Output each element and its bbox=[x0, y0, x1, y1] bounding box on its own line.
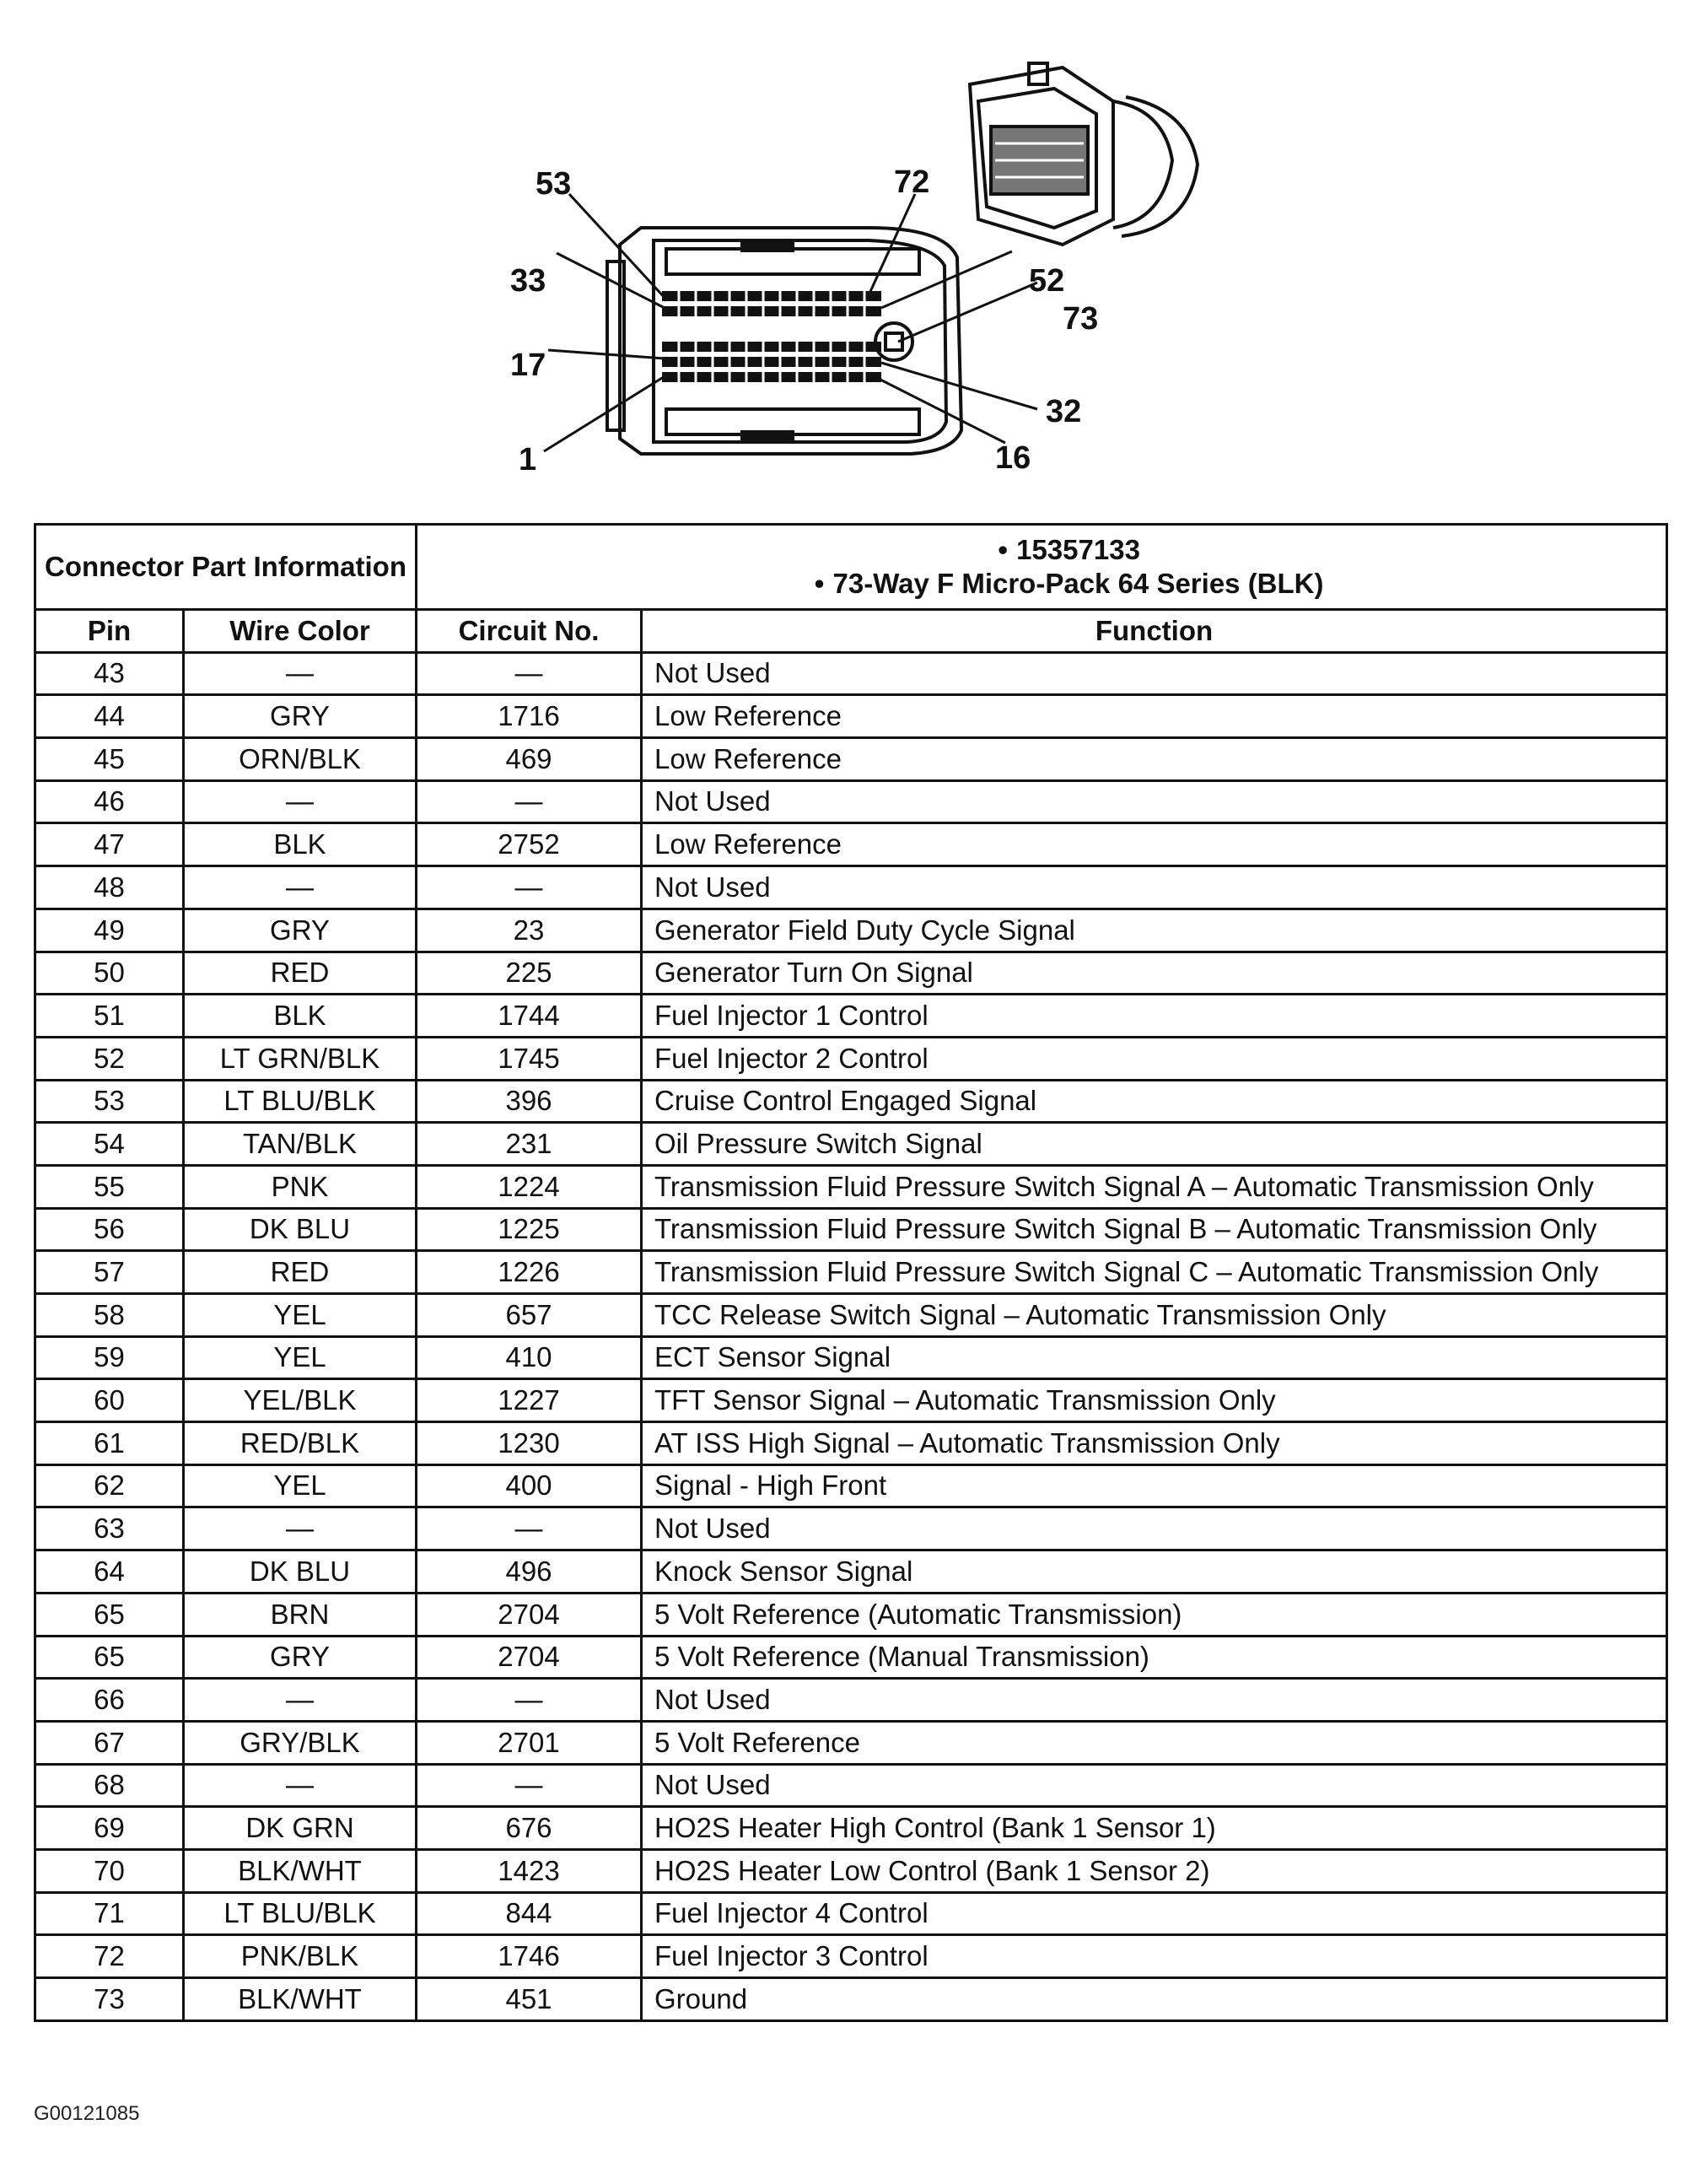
pin-cell: 58 bbox=[35, 1294, 184, 1337]
pin-label-32: 32 bbox=[1046, 394, 1082, 429]
circuit-cell: 1716 bbox=[417, 695, 642, 738]
wire-color-cell: RED bbox=[184, 1251, 417, 1294]
wire-color-cell: — bbox=[184, 866, 417, 909]
pin-cell: 63 bbox=[35, 1507, 184, 1550]
pin-label-17: 17 bbox=[510, 348, 546, 383]
table-row bbox=[35, 1379, 1667, 1422]
function-cell: Not Used bbox=[642, 1764, 1667, 1807]
function-cell: Transmission Fluid Pressure Switch Signal C – Automatic Transmission Only bbox=[642, 1251, 1667, 1294]
pin-cell: 47 bbox=[35, 823, 184, 866]
function-cell: Transmission Fluid Pressure Switch Signal B – Automatic Transmission Only bbox=[642, 1208, 1667, 1251]
function-cell: Generator Turn On Signal bbox=[642, 952, 1667, 995]
table-row bbox=[35, 695, 1667, 738]
circuit-cell: 23 bbox=[417, 909, 642, 952]
table-row bbox=[35, 1721, 1667, 1764]
function-cell: AT ISS High Signal – Automatic Transmission Only bbox=[642, 1422, 1667, 1465]
connector-description: • 73-Way F Micro-Pack 64 Series (BLK) bbox=[814, 568, 1324, 599]
function-cell: 5 Volt Reference (Automatic Transmission) bbox=[642, 1593, 1667, 1636]
wire-color-cell: RED bbox=[184, 952, 417, 995]
function-cell: Ground bbox=[642, 1978, 1667, 2021]
circuit-cell: 2752 bbox=[417, 823, 642, 866]
table-row bbox=[35, 995, 1667, 1038]
circuit-cell: 1744 bbox=[417, 995, 642, 1038]
pin-cell: 49 bbox=[35, 909, 184, 952]
function-cell: Not Used bbox=[642, 866, 1667, 909]
connector-info-row bbox=[35, 525, 1667, 610]
wire-color-cell: — bbox=[184, 780, 417, 823]
table-row bbox=[35, 1593, 1667, 1636]
circuit-cell: 1746 bbox=[417, 1935, 642, 1978]
function-cell: Generator Field Duty Cycle Signal bbox=[642, 909, 1667, 952]
circuit-cell: 676 bbox=[417, 1807, 642, 1850]
function-cell: 5 Volt Reference bbox=[642, 1721, 1667, 1764]
circuit-cell: 657 bbox=[417, 1294, 642, 1337]
pinout-table bbox=[34, 523, 1668, 2022]
wire-color-cell: TAN/BLK bbox=[184, 1123, 417, 1166]
function-cell: 5 Volt Reference (Manual Transmission) bbox=[642, 1636, 1667, 1679]
wire-color-cell: LT GRN/BLK bbox=[184, 1037, 417, 1080]
wire-color-cell: — bbox=[184, 1507, 417, 1550]
circuit-cell: — bbox=[417, 1679, 642, 1722]
function-cell: Knock Sensor Signal bbox=[642, 1550, 1667, 1594]
wire-color-cell: — bbox=[184, 1679, 417, 1722]
function-cell: Fuel Injector 1 Control bbox=[642, 995, 1667, 1038]
table-row bbox=[35, 1764, 1667, 1807]
pin-label-33: 33 bbox=[510, 263, 546, 299]
table-row bbox=[35, 1336, 1667, 1379]
circuit-cell: 400 bbox=[417, 1464, 642, 1507]
wire-color-cell: — bbox=[184, 1764, 417, 1807]
wire-color-cell: LT BLU/BLK bbox=[184, 1080, 417, 1123]
table-row bbox=[35, 952, 1667, 995]
table-row bbox=[35, 1080, 1667, 1123]
function-cell: Fuel Injector 4 Control bbox=[642, 1892, 1667, 1935]
pin-cell: 53 bbox=[35, 1080, 184, 1123]
function-cell: HO2S Heater Low Control (Bank 1 Sensor 2) bbox=[642, 1849, 1667, 1892]
pin-cell: 61 bbox=[35, 1422, 184, 1465]
function-cell: TFT Sensor Signal – Automatic Transmission Only bbox=[642, 1379, 1667, 1422]
table-row bbox=[35, 652, 1667, 695]
function-cell: Fuel Injector 2 Control bbox=[642, 1037, 1667, 1080]
circuit-cell: — bbox=[417, 652, 642, 695]
pin-cell: 55 bbox=[35, 1165, 184, 1208]
pin-cell: 46 bbox=[35, 780, 184, 823]
table-row bbox=[35, 866, 1667, 909]
wire-color-cell: ORN/BLK bbox=[184, 738, 417, 781]
pin-cell: 44 bbox=[35, 695, 184, 738]
wire-color-cell: BRN bbox=[184, 1593, 417, 1636]
wire-color-cell: PNK bbox=[184, 1165, 417, 1208]
circuit-cell: 1226 bbox=[417, 1251, 642, 1294]
pin-cell: 66 bbox=[35, 1679, 184, 1722]
function-cell: Low Reference bbox=[642, 695, 1667, 738]
circuit-cell: 469 bbox=[417, 738, 642, 781]
pin-cell: 57 bbox=[35, 1251, 184, 1294]
table-row bbox=[35, 1679, 1667, 1722]
wire-color-cell: GRY bbox=[184, 695, 417, 738]
pin-label-1: 1 bbox=[519, 442, 537, 477]
function-cell: Not Used bbox=[642, 780, 1667, 823]
pin-label-72: 72 bbox=[894, 164, 930, 200]
table-row bbox=[35, 1935, 1667, 1978]
table-row bbox=[35, 738, 1667, 781]
function-cell: TCC Release Switch Signal – Automatic Transmission Only bbox=[642, 1294, 1667, 1337]
circuit-cell: 410 bbox=[417, 1336, 642, 1379]
wire-color-cell: GRY/BLK bbox=[184, 1721, 417, 1764]
function-cell: ECT Sensor Signal bbox=[642, 1336, 1667, 1379]
wire-color-cell: BLK/WHT bbox=[184, 1849, 417, 1892]
table-row bbox=[35, 1636, 1667, 1679]
wire-color-cell: DK BLU bbox=[184, 1550, 417, 1594]
wire-color-cell: BLK/WHT bbox=[184, 1978, 417, 2021]
table-row bbox=[35, 1294, 1667, 1337]
wire-color-cell: BLK bbox=[184, 995, 417, 1038]
pin-cell: 71 bbox=[35, 1892, 184, 1935]
table-row bbox=[35, 1807, 1667, 1850]
wire-color-cell: BLK bbox=[184, 823, 417, 866]
circuit-cell: 2704 bbox=[417, 1593, 642, 1636]
table-row bbox=[35, 1422, 1667, 1465]
pin-cell: 56 bbox=[35, 1208, 184, 1251]
column-header-function: Function bbox=[642, 610, 1667, 653]
wire-color-cell: — bbox=[184, 652, 417, 695]
wire-color-cell: PNK/BLK bbox=[184, 1935, 417, 1978]
function-cell: HO2S Heater High Control (Bank 1 Sensor 1) bbox=[642, 1807, 1667, 1850]
pin-cell: 69 bbox=[35, 1807, 184, 1850]
wire-color-cell: YEL bbox=[184, 1336, 417, 1379]
circuit-cell: — bbox=[417, 780, 642, 823]
function-cell: Fuel Injector 3 Control bbox=[642, 1935, 1667, 1978]
circuit-cell: 2701 bbox=[417, 1721, 642, 1764]
table-row bbox=[35, 1123, 1667, 1166]
pin-cell: 62 bbox=[35, 1464, 184, 1507]
pin-cell: 64 bbox=[35, 1550, 184, 1594]
pinout-rows bbox=[35, 652, 1667, 2020]
connector-info-list bbox=[417, 525, 1667, 610]
table-row bbox=[35, 1849, 1667, 1892]
connector-perspective-view bbox=[970, 63, 1198, 245]
pin-label-53: 53 bbox=[536, 166, 572, 202]
pin-cell: 65 bbox=[35, 1636, 184, 1679]
wire-color-cell: DK GRN bbox=[184, 1807, 417, 1850]
connector-diagram bbox=[472, 51, 1231, 489]
table-row bbox=[35, 1892, 1667, 1935]
pin-cell: 50 bbox=[35, 952, 184, 995]
table-row bbox=[35, 780, 1667, 823]
function-cell: Not Used bbox=[642, 1679, 1667, 1722]
circuit-cell: 1423 bbox=[417, 1849, 642, 1892]
pin-cell: 45 bbox=[35, 738, 184, 781]
function-cell: Not Used bbox=[642, 1507, 1667, 1550]
pin-cell: 73 bbox=[35, 1978, 184, 2021]
column-header-pin: Pin bbox=[35, 610, 184, 653]
pin-cell: 72 bbox=[35, 1935, 184, 1978]
wire-color-cell: YEL bbox=[184, 1294, 417, 1337]
figure-code: G00121085 bbox=[34, 2102, 140, 2125]
pin-cell: 67 bbox=[35, 1721, 184, 1764]
pin-cell: 70 bbox=[35, 1849, 184, 1892]
pin-cell: 51 bbox=[35, 995, 184, 1038]
function-cell: Transmission Fluid Pressure Switch Signal A – Automatic Transmission Only bbox=[642, 1165, 1667, 1208]
connector-part-number: • 15357133 bbox=[998, 533, 1140, 565]
table-row bbox=[35, 1464, 1667, 1507]
circuit-cell: — bbox=[417, 866, 642, 909]
pin-cell: 60 bbox=[35, 1379, 184, 1422]
wire-color-cell: DK BLU bbox=[184, 1208, 417, 1251]
pin-label-73: 73 bbox=[1063, 301, 1099, 337]
circuit-cell: 1224 bbox=[417, 1165, 642, 1208]
circuit-cell: 2704 bbox=[417, 1636, 642, 1679]
wire-color-cell: YEL bbox=[184, 1464, 417, 1507]
pin-label-16: 16 bbox=[995, 440, 1031, 476]
table-row bbox=[35, 1037, 1667, 1080]
pin-cell: 43 bbox=[35, 652, 184, 695]
function-cell: Cruise Control Engaged Signal bbox=[642, 1080, 1667, 1123]
pin-cell: 52 bbox=[35, 1037, 184, 1080]
circuit-cell: 231 bbox=[417, 1123, 642, 1166]
circuit-cell: 396 bbox=[417, 1080, 642, 1123]
circuit-cell: — bbox=[417, 1507, 642, 1550]
wire-color-cell: LT BLU/BLK bbox=[184, 1892, 417, 1935]
circuit-cell: 1230 bbox=[417, 1422, 642, 1465]
circuit-cell: — bbox=[417, 1764, 642, 1807]
function-cell: Low Reference bbox=[642, 738, 1667, 781]
circuit-cell: 451 bbox=[417, 1978, 642, 2021]
wire-color-cell: GRY bbox=[184, 909, 417, 952]
circuit-cell: 496 bbox=[417, 1550, 642, 1594]
table-row bbox=[35, 1165, 1667, 1208]
wire-color-cell: YEL/BLK bbox=[184, 1379, 417, 1422]
pin-cell: 54 bbox=[35, 1123, 184, 1166]
wire-color-cell: RED/BLK bbox=[184, 1422, 417, 1465]
circuit-cell: 225 bbox=[417, 952, 642, 995]
table-row bbox=[35, 1251, 1667, 1294]
pin-cell: 65 bbox=[35, 1593, 184, 1636]
connector-info-header: Connector Part Information bbox=[35, 525, 417, 610]
circuit-cell: 1227 bbox=[417, 1379, 642, 1422]
column-header-wire-color: Wire Color bbox=[184, 610, 417, 653]
circuit-cell: 844 bbox=[417, 1892, 642, 1935]
pin-label-52: 52 bbox=[1029, 263, 1065, 299]
table-row bbox=[35, 1550, 1667, 1594]
column-header-circuit: Circuit No. bbox=[417, 610, 642, 653]
connector-face bbox=[607, 228, 961, 454]
pin-leader-lines bbox=[544, 194, 1037, 451]
pin-cell: 59 bbox=[35, 1336, 184, 1379]
circuit-cell: 1745 bbox=[417, 1037, 642, 1080]
table-row bbox=[35, 823, 1667, 866]
circuit-cell: 1225 bbox=[417, 1208, 642, 1251]
pin-cell: 68 bbox=[35, 1764, 184, 1807]
table-row bbox=[35, 1208, 1667, 1251]
pin-cell: 48 bbox=[35, 866, 184, 909]
table-row bbox=[35, 909, 1667, 952]
wire-color-cell: GRY bbox=[184, 1636, 417, 1679]
function-cell: Low Reference bbox=[642, 823, 1667, 866]
column-header-row bbox=[35, 610, 1667, 653]
function-cell: Not Used bbox=[642, 652, 1667, 695]
table-row bbox=[35, 1978, 1667, 2021]
function-cell: Signal - High Front bbox=[642, 1464, 1667, 1507]
table-row bbox=[35, 1507, 1667, 1550]
function-cell: Oil Pressure Switch Signal bbox=[642, 1123, 1667, 1166]
